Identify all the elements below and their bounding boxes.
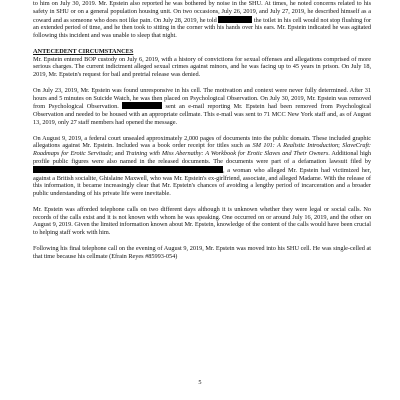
book-title: SlaveCraft: Roadmaps for Erotic Servitude — [33, 142, 371, 158]
paragraph-text: ; — [338, 142, 340, 150]
paragraph-text: , a woman who alleged Mr. Epstein had victimized her, against a British socialite, Ghislaine Maxwell, who was Mr. Epstein's ex-girlfriend, associate, and alleged Madame. With the release of this information, it became increasingly clear that Mr. Epstein's chances of avoiding a lengthy period of incarceration and a broader public understanding of his private life were inevitable. — [33, 166, 371, 198]
paragraph-bop-custody: Mr. Epstein entered BOP custody on July 6, 2019, with a history of convictions for sexual offenses and allegations comprised of more serious charges. The current indictment alleged sexual crimes against minors, and he was facing up to 45 years in prison. On July 18, 2019, Mr. Epstein's request for bail and pretrial release was denied. — [33, 55, 371, 79]
paragraph-text: to him on July 30, 2019. Mr. Epstein also reported he was bothered by noise in the SHU. At times, he noted concerns related to his safety in SHU or on a general population housing unit. On two occasions, July 26, 2019, and July 27, 2019, he described himself as a coward and as someone who does not like pain. On July 28, 2019, he told — [33, 0, 371, 24]
paragraph-psychological-observation — [33, 87, 371, 127]
paragraph-text: sent an e-mail reporting Mr. Epstein had been removed from Psychological Observation and needed to be housed with an appropriate cellmate. This e-mail was sent to 71 MCC New York staff and, as of August 13, 2019, only 27 staff members had opened the message. — [33, 103, 372, 126]
page-number: 5 — [198, 379, 202, 386]
paragraph-text: ; and — [111, 150, 124, 158]
paragraph-text: On August 9, 2019, a federal court unsealed approximately 2,000 pages of documents into the public domain. These included graphic allegations against Mr. Epstein. Included was a book order receipt for titles such as — [33, 134, 371, 150]
paragraph-sleep-and-safety — [33, 0, 371, 40]
redaction-bar — [122, 102, 162, 109]
document-body — [33, 0, 371, 268]
redaction-bar — [33, 166, 223, 173]
paragraph-unsealed-documents — [33, 135, 371, 198]
paragraph-text: On July 23, 2019, Mr. Epstein was found unresponsive in his cell. The motivation and context were never fully determined. After 31 hours and 5 minutes on Suicide Watch, he was then placed on Psychological Observation. On July 30, 2019, Mr. Epstein was removed from Psychological Observation. — [33, 86, 371, 111]
paragraph-text: . Additional high profile public figures were also named in the released documents. The documents were part of a defamation lawsuit filed by — [33, 150, 372, 165]
redaction-bar — [218, 16, 252, 23]
paragraph-telephone-calls: Mr. Epstein was afforded telephone calls on two different days although it is unknown whether they were legal or social calls. No records of the calls exist and it is not known with whom he was speaking. One occurred on or around July 16, 2019, and the other on August 9, 2019. Given the limited information known about Mr. Epstein, knowledge of the content of the calls would have been crucial to helping staff work with him. — [33, 205, 371, 237]
book-title: SM 101: A Realistic Introduction — [252, 142, 339, 150]
book-title: Training with Miss Abernathy: A Workbook for Erotic Slaves and Their Owners — [125, 150, 329, 158]
paragraph-text: the toilet in his cell would not stop flushing for an extended period of time, and he then took to sitting in the corner with his hands over his ears. Mr. Epstein indicated he was agitated following this incident and was unable to sleep that night. — [33, 16, 372, 40]
section-heading: ANTECEDENT CIRCUMSTANCES — [33, 47, 134, 55]
paragraph-final-call: Following his final telephone call on the evening of August 9, 2019, Mr. Epstein was moved into his SHU cell. He was single-celled at that time because his cellmate (Efrain Reyes #85993-054) — [33, 244, 371, 260]
